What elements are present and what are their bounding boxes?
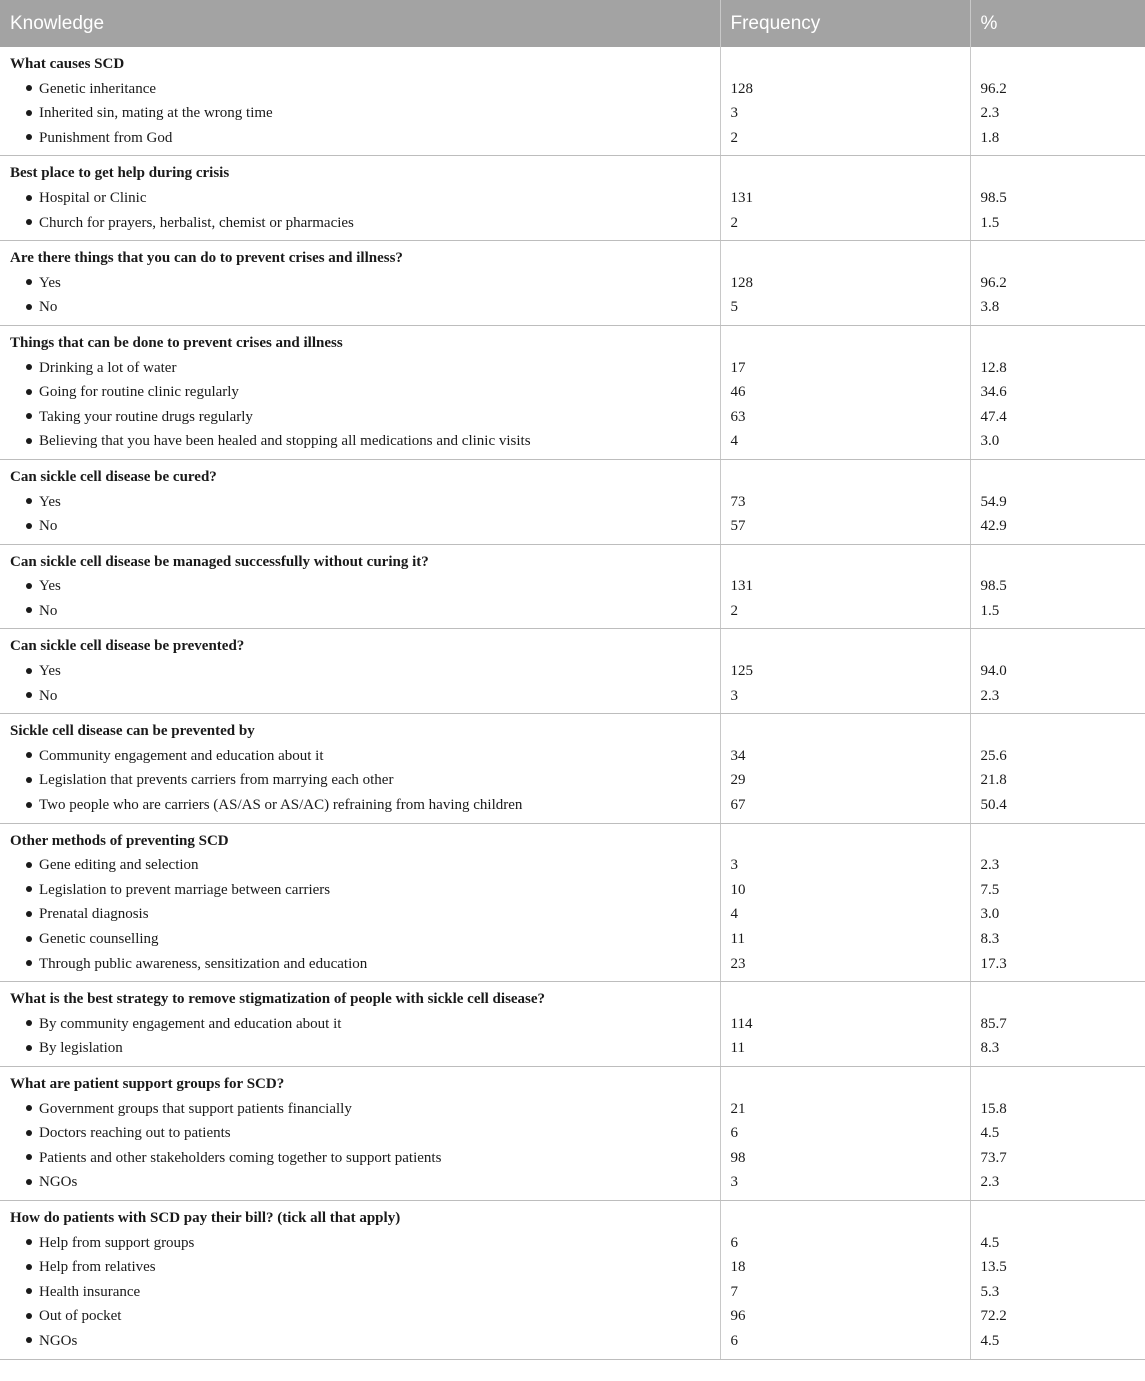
frequency-cell: 63 (720, 405, 970, 430)
bullet-icon (26, 438, 32, 444)
option-cell (0, 186, 720, 211)
bullet-icon (26, 1020, 32, 1026)
frequency-cell: 3 (720, 1170, 970, 1200)
frequency-cell: 17 (720, 356, 970, 381)
table-row (0, 744, 1145, 769)
bullet-icon (26, 752, 32, 758)
option-label: Legislation that prevents carriers from marrying each other (39, 772, 394, 789)
option-label: Patients and other stakeholders coming together to support patients (39, 1149, 442, 1166)
option-label: No (39, 687, 58, 704)
frequency-cell: 125 (720, 659, 970, 684)
option-label: Government groups that support patients financially (39, 1100, 352, 1117)
table-row (0, 490, 1145, 515)
option-cell (0, 1012, 720, 1037)
table-row (0, 952, 1145, 982)
table-row (0, 927, 1145, 952)
option-cell (0, 1121, 720, 1146)
empty-cell (970, 156, 1145, 186)
frequency-cell: 23 (720, 952, 970, 982)
option-cell (0, 405, 720, 430)
question-row (0, 823, 1145, 853)
percent-cell: 4.5 (980, 1125, 1000, 1142)
option-label: Help from relatives (39, 1259, 156, 1276)
option-label: Two people who are carriers (AS/AS or AS/AC) refraining from having children (39, 797, 523, 814)
option-label: Genetic inheritance (39, 80, 157, 97)
frequency-cell: 11 (720, 927, 970, 952)
empty-cell (720, 544, 970, 574)
option-label: NGOs (39, 1174, 78, 1191)
bullet-icon (26, 389, 32, 395)
bullet-icon (26, 607, 32, 613)
option-label: Drinking a lot of water (39, 359, 177, 376)
option-label: Hospital or Clinic (39, 189, 147, 206)
question-label: Things that can be done to prevent crises and illness (0, 325, 720, 355)
table-row (0, 211, 1145, 241)
question-group (0, 1200, 1145, 1359)
frequency-cell: 4 (720, 902, 970, 927)
option-cell (0, 1146, 720, 1171)
empty-cell (720, 241, 970, 271)
question-label: Can sickle cell disease be cured? (0, 459, 720, 489)
percent-cell: 1.8 (970, 126, 1145, 156)
option-cell (0, 684, 720, 714)
percent-cell: 1.5 (970, 599, 1145, 629)
option-label: Out of pocket (39, 1308, 122, 1325)
percent-cell: 13.5 (980, 1259, 1007, 1276)
empty-cell (720, 823, 970, 853)
question-row (0, 325, 1145, 355)
empty-cell (970, 47, 1145, 77)
percent-cell: 15.8 (980, 1100, 1007, 1117)
header-frequency: Frequency (720, 0, 970, 47)
percent-cell: 4.5 (970, 1329, 1145, 1359)
percent-cell: 85.7 (980, 1015, 1007, 1032)
option-label: By community engagement and education about it (39, 1015, 342, 1032)
bullet-icon (26, 777, 32, 783)
frequency-cell: 21 (720, 1097, 970, 1122)
frequency-cell: 114 (720, 1012, 970, 1037)
percent-cell: 96.2 (980, 274, 1007, 291)
table-row (0, 1255, 1145, 1280)
option-cell (0, 1255, 720, 1280)
option-cell (0, 768, 720, 793)
frequency-cell: 73 (720, 490, 970, 515)
percent-cell: 21.8 (980, 772, 1007, 789)
table-row (0, 271, 1145, 296)
option-cell (0, 1304, 720, 1329)
percent-cell: 73.7 (980, 1149, 1007, 1166)
bullet-icon (26, 523, 32, 529)
question-group (0, 629, 1145, 714)
percent-cell: 42.9 (970, 514, 1145, 544)
bullet-icon (26, 1179, 32, 1185)
question-row (0, 714, 1145, 744)
frequency-cell: 34 (720, 744, 970, 769)
empty-cell (720, 325, 970, 355)
table-row (0, 101, 1145, 126)
frequency-cell: 2 (720, 126, 970, 156)
frequency-cell: 3 (720, 101, 970, 126)
table-row (0, 1146, 1145, 1171)
question-group (0, 459, 1145, 544)
option-cell (0, 101, 720, 126)
percent-cell: 8.3 (970, 1036, 1145, 1066)
empty-cell (970, 714, 1145, 744)
option-cell (0, 1036, 720, 1066)
empty-cell (720, 156, 970, 186)
percent-cell: 3.0 (970, 429, 1145, 459)
percent-cell: 2.3 (980, 105, 1000, 122)
question-group (0, 823, 1145, 982)
question-group (0, 156, 1145, 241)
table-row (0, 295, 1145, 325)
table-row (0, 574, 1145, 599)
bullet-icon (26, 911, 32, 917)
empty-cell (970, 823, 1145, 853)
percent-cell: 3.8 (970, 295, 1145, 325)
bullet-icon (26, 413, 32, 419)
table-row (0, 126, 1145, 156)
bullet-icon (26, 960, 32, 966)
question-label: Best place to get help during crisis (0, 156, 720, 186)
bullet-icon (26, 110, 32, 116)
table-row (0, 1231, 1145, 1256)
bullet-icon (26, 1130, 32, 1136)
percent-cell: 25.6 (980, 747, 1007, 764)
empty-cell (970, 982, 1145, 1012)
bullet-icon (26, 279, 32, 285)
question-label: What is the best strategy to remove stigmatization of people with sickle cell disease? (0, 982, 720, 1012)
option-label: Punishment from God (39, 129, 173, 146)
bullet-icon (26, 802, 32, 808)
bullet-icon (26, 364, 32, 370)
option-cell (0, 902, 720, 927)
percent-cell: 72.2 (980, 1308, 1007, 1325)
question-row (0, 1066, 1145, 1096)
table-header (0, 0, 1145, 47)
option-cell (0, 1170, 720, 1200)
bullet-icon (26, 583, 32, 589)
option-label: By legislation (39, 1040, 123, 1057)
frequency-cell: 7 (720, 1280, 970, 1305)
table-row (0, 659, 1145, 684)
bullet-icon (26, 134, 32, 140)
table-row (0, 77, 1145, 102)
option-cell (0, 77, 720, 102)
frequency-cell: 57 (720, 514, 970, 544)
option-cell (0, 659, 720, 684)
question-row (0, 156, 1145, 186)
question-group (0, 544, 1145, 629)
table-row (0, 599, 1145, 629)
option-label: Legislation to prevent marriage between carriers (39, 881, 331, 898)
option-label: No (39, 602, 58, 619)
frequency-cell: 131 (720, 186, 970, 211)
frequency-cell: 6 (720, 1329, 970, 1359)
option-cell (0, 878, 720, 903)
option-label: No (39, 518, 58, 535)
frequency-cell: 2 (720, 211, 970, 241)
percent-cell: 7.5 (980, 881, 1000, 898)
bullet-icon (26, 498, 32, 504)
percent-cell: 2.3 (970, 1170, 1145, 1200)
question-label: Are there things that you can do to prevent crises and illness? (0, 241, 720, 271)
empty-cell (720, 714, 970, 744)
empty-cell (970, 1200, 1145, 1230)
option-label: Gene editing and selection (39, 857, 199, 874)
table-row (0, 514, 1145, 544)
bullet-icon (26, 1288, 32, 1294)
option-cell (0, 429, 720, 459)
empty-cell (720, 47, 970, 77)
frequency-cell: 96 (720, 1304, 970, 1329)
frequency-cell: 2 (720, 599, 970, 629)
option-cell (0, 514, 720, 544)
option-label: Going for routine clinic regularly (39, 384, 239, 401)
question-label: How do patients with SCD pay their bill? (tick all that apply) (0, 1200, 720, 1230)
option-label: NGOs (39, 1332, 78, 1349)
table-row (0, 1280, 1145, 1305)
table-row (0, 853, 1145, 878)
bullet-icon (26, 862, 32, 868)
question-label: What causes SCD (0, 47, 720, 77)
bullet-icon (26, 195, 32, 201)
question-group (0, 714, 1145, 823)
empty-cell (720, 1066, 970, 1096)
table-row (0, 429, 1145, 459)
empty-cell (720, 1200, 970, 1230)
option-label: Doctors reaching out to patients (39, 1125, 231, 1142)
frequency-cell: 18 (720, 1255, 970, 1280)
bullet-icon (26, 85, 32, 91)
option-label: Yes (39, 578, 61, 595)
empty-cell (970, 325, 1145, 355)
frequency-cell: 98 (720, 1146, 970, 1171)
table-row (0, 1304, 1145, 1329)
percent-cell: 5.3 (980, 1283, 1000, 1300)
option-cell (0, 1329, 720, 1359)
option-label: Yes (39, 493, 61, 510)
question-group (0, 325, 1145, 459)
empty-cell (970, 1066, 1145, 1096)
frequency-cell: 11 (720, 1036, 970, 1066)
table-row (0, 902, 1145, 927)
frequency-cell: 10 (720, 878, 970, 903)
percent-cell: 50.4 (970, 793, 1145, 823)
table-row (0, 1170, 1145, 1200)
option-label: Yes (39, 663, 61, 680)
option-cell (0, 380, 720, 405)
option-label: Health insurance (39, 1283, 141, 1300)
bullet-icon (26, 692, 32, 698)
percent-cell: 96.2 (980, 80, 1007, 97)
header-percent: % (970, 0, 1145, 47)
table-row (0, 186, 1145, 211)
option-cell (0, 952, 720, 982)
option-cell (0, 1231, 720, 1256)
percent-cell: 34.6 (980, 384, 1007, 401)
empty-cell (970, 629, 1145, 659)
bullet-icon (26, 219, 32, 225)
option-cell (0, 295, 720, 325)
frequency-cell: 67 (720, 793, 970, 823)
frequency-cell: 6 (720, 1121, 970, 1146)
option-cell (0, 853, 720, 878)
table-row (0, 405, 1145, 430)
bullet-icon (26, 1105, 32, 1111)
option-cell (0, 490, 720, 515)
bullet-icon (26, 1264, 32, 1270)
percent-cell: 2.3 (970, 684, 1145, 714)
option-cell (0, 211, 720, 241)
question-row (0, 241, 1145, 271)
table-row (0, 878, 1145, 903)
bullet-icon (26, 304, 32, 310)
percent-cell: 94.0 (980, 663, 1007, 680)
option-cell (0, 1280, 720, 1305)
table-row (0, 356, 1145, 381)
frequency-cell: 29 (720, 768, 970, 793)
option-label: Church for prayers, herbalist, chemist or pharmacies (39, 214, 354, 231)
empty-cell (720, 629, 970, 659)
option-cell (0, 271, 720, 296)
option-cell (0, 927, 720, 952)
percent-cell: 2.3 (980, 857, 1000, 874)
bullet-icon (26, 1045, 32, 1051)
empty-cell (720, 982, 970, 1012)
empty-cell (720, 459, 970, 489)
table-row (0, 793, 1145, 823)
option-label: Community engagement and education about it (39, 747, 324, 764)
header-row (0, 0, 1145, 47)
option-cell (0, 744, 720, 769)
option-label: Yes (39, 274, 61, 291)
option-cell (0, 599, 720, 629)
question-group (0, 1066, 1145, 1200)
question-row (0, 47, 1145, 77)
question-label: What are patient support groups for SCD? (0, 1066, 720, 1096)
table-row (0, 1121, 1145, 1146)
question-row (0, 1200, 1145, 1230)
bullet-icon (26, 886, 32, 892)
option-cell (0, 1097, 720, 1122)
question-label: Can sickle cell disease be managed successfully without curing it? (0, 544, 720, 574)
bullet-icon (26, 1239, 32, 1245)
question-label: Sickle cell disease can be prevented by (0, 714, 720, 744)
option-cell (0, 574, 720, 599)
frequency-cell: 5 (720, 295, 970, 325)
option-cell (0, 126, 720, 156)
percent-cell: 12.8 (980, 359, 1007, 376)
table-row (0, 1012, 1145, 1037)
option-label: Taking your routine drugs regularly (39, 408, 253, 425)
empty-cell (970, 241, 1145, 271)
bullet-icon (26, 1313, 32, 1319)
option-label: Through public awareness, sensitization and education (39, 955, 368, 972)
frequency-cell: 128 (720, 77, 970, 102)
option-label: No (39, 299, 58, 316)
option-label: Inherited sin, mating at the wrong time (39, 105, 273, 122)
percent-cell: 54.9 (980, 493, 1007, 510)
percent-cell: 47.4 (980, 408, 1007, 425)
table-row (0, 1097, 1145, 1122)
bullet-icon (26, 1154, 32, 1160)
bullet-icon (26, 936, 32, 942)
bullet-icon (26, 1337, 32, 1343)
percent-cell: 98.5 (980, 189, 1007, 206)
table-row (0, 380, 1145, 405)
table-row (0, 768, 1145, 793)
frequency-cell: 128 (720, 271, 970, 296)
question-group (0, 47, 1145, 156)
empty-cell (970, 459, 1145, 489)
frequency-cell: 6 (720, 1231, 970, 1256)
option-label: Genetic counselling (39, 931, 159, 947)
question-row (0, 459, 1145, 489)
percent-cell: 17.3 (970, 952, 1145, 982)
percent-cell: 8.3 (980, 931, 1000, 947)
bullet-icon (26, 668, 32, 674)
frequency-cell: 3 (720, 853, 970, 878)
frequency-cell: 4 (720, 429, 970, 459)
question-group (0, 241, 1145, 326)
percent-cell: 4.5 (980, 1234, 1000, 1251)
empty-cell (970, 544, 1145, 574)
frequency-cell: 131 (720, 574, 970, 599)
table-row (0, 1329, 1145, 1359)
question-row (0, 629, 1145, 659)
percent-cell: 1.5 (970, 211, 1145, 241)
option-cell (0, 793, 720, 823)
option-label: Believing that you have been healed and stopping all medications and clinic visits (39, 433, 531, 450)
option-label: Help from support groups (39, 1234, 195, 1251)
option-label: Prenatal diagnosis (39, 906, 149, 923)
frequency-cell: 3 (720, 684, 970, 714)
percent-cell: 3.0 (980, 906, 1000, 923)
header-knowledge: Knowledge (0, 0, 720, 47)
percent-cell: 98.5 (980, 578, 1007, 595)
question-group (0, 982, 1145, 1067)
question-row (0, 544, 1145, 574)
frequency-cell: 46 (720, 380, 970, 405)
question-label: Can sickle cell disease be prevented? (0, 629, 720, 659)
table-row (0, 1036, 1145, 1066)
question-row (0, 982, 1145, 1012)
question-label: Other methods of preventing SCD (0, 823, 720, 853)
table-row (0, 684, 1145, 714)
option-cell (0, 356, 720, 381)
